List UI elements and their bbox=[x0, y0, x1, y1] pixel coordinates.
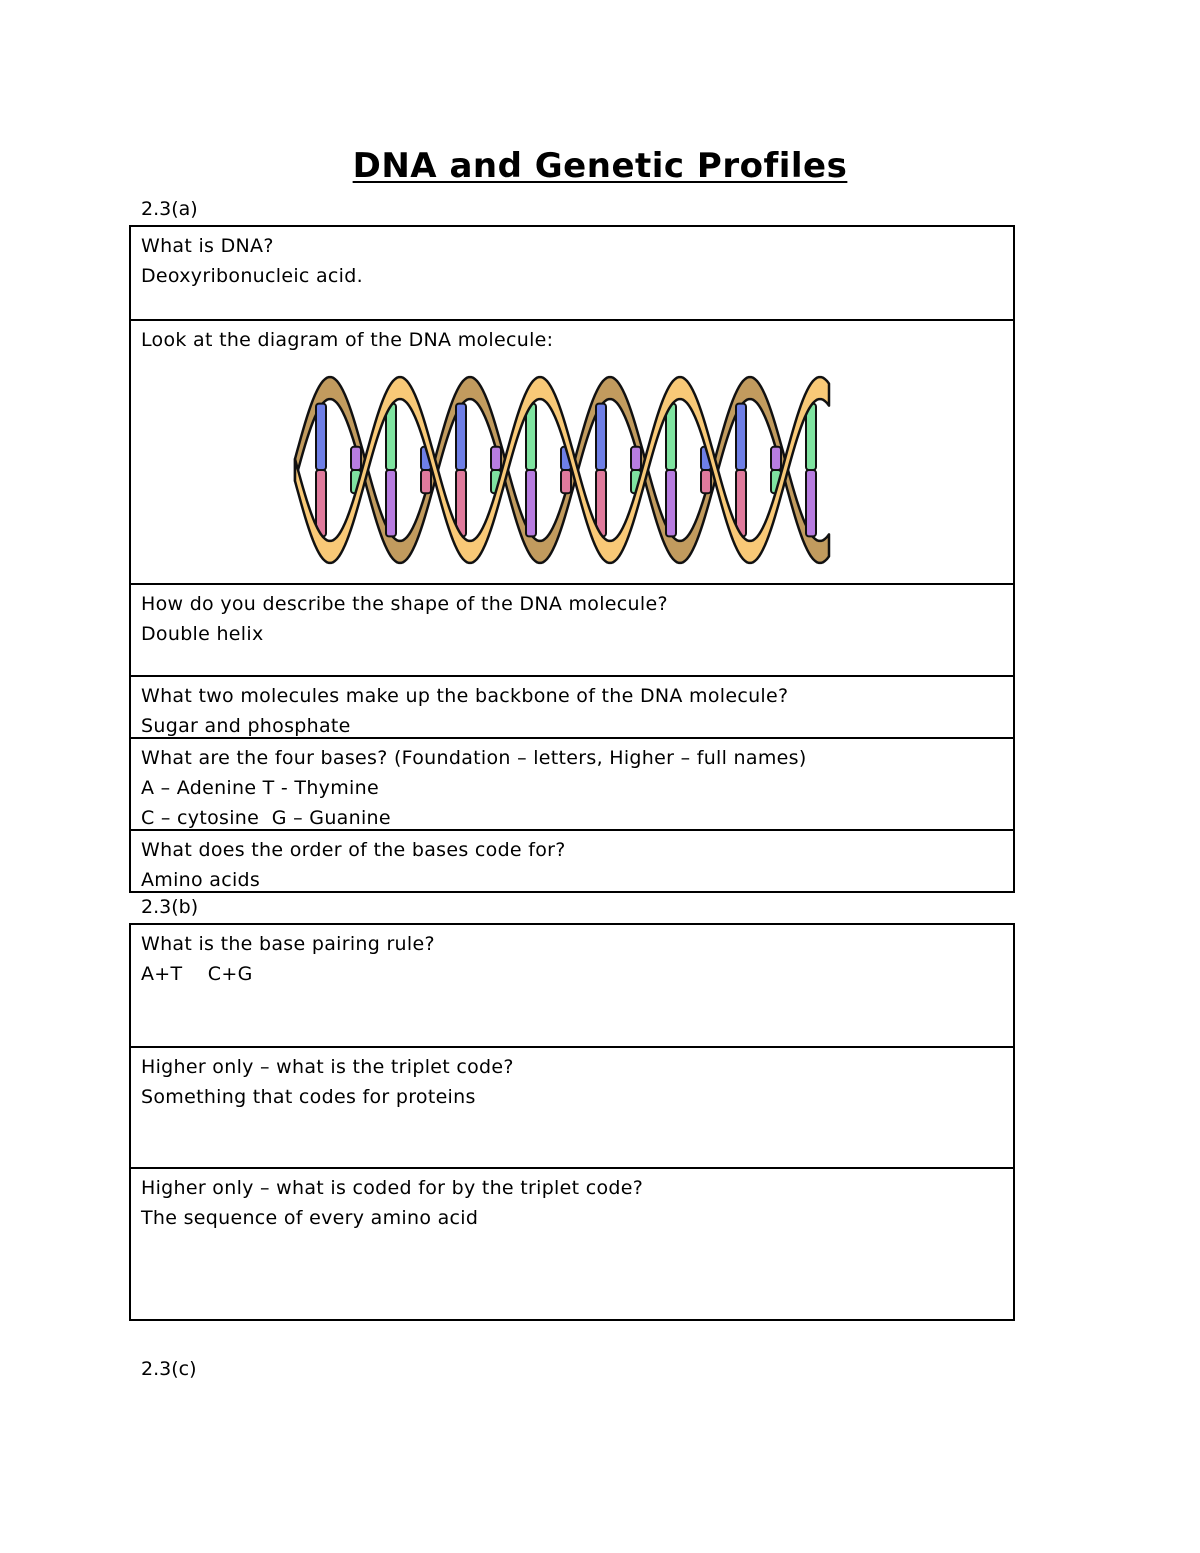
dna-double-helix-illustration bbox=[285, 359, 855, 581]
answer-text: Amino acids bbox=[141, 869, 261, 891]
question-base-order bbox=[131, 831, 1013, 891]
answer-text: A+T C+G bbox=[141, 963, 253, 985]
question-text: Look at the diagram of the DNA molecule: bbox=[141, 329, 554, 351]
page-title: DNA and Genetic Profiles bbox=[352, 146, 848, 186]
base-upper bbox=[631, 447, 641, 470]
section-label-2-3b: 2.3(b) bbox=[141, 896, 199, 918]
section-label-2-3a: 2.3(a) bbox=[141, 198, 198, 220]
base-upper bbox=[491, 447, 501, 470]
base-upper bbox=[596, 404, 606, 470]
part-b-table bbox=[129, 923, 1015, 1321]
question-four-bases bbox=[131, 739, 1013, 831]
base-lower bbox=[561, 470, 571, 493]
base-lower bbox=[701, 470, 711, 493]
question-text: What does the order of the bases code for? bbox=[141, 839, 566, 861]
answer-text: Deoxyribonucleic acid. bbox=[141, 265, 363, 287]
section-label-2-3c: 2.3(c) bbox=[141, 1358, 197, 1380]
base-upper bbox=[771, 447, 781, 470]
question-what-is-dna bbox=[131, 227, 1013, 321]
question-text: How do you describe the shape of the DNA molecule? bbox=[141, 593, 668, 615]
base-lower bbox=[421, 470, 431, 493]
question-text: What are the four bases? (Foundation – letters, Higher – full names) bbox=[141, 747, 807, 769]
answer-text: Double helix bbox=[141, 623, 264, 645]
base-lower bbox=[386, 470, 396, 536]
question-text: Higher only – what is the triplet code? bbox=[141, 1056, 514, 1078]
base-lower bbox=[666, 470, 676, 536]
answer-text: Sugar and phosphate bbox=[141, 715, 351, 737]
question-dna-shape bbox=[131, 585, 1013, 677]
question-base-pairing-rule bbox=[131, 925, 1013, 1048]
question-triplet-coded-for bbox=[131, 1169, 1013, 1319]
part-a-table bbox=[129, 225, 1015, 893]
question-text: Higher only – what is coded for by the triplet code? bbox=[141, 1177, 644, 1199]
answer-text: Something that codes for proteins bbox=[141, 1086, 476, 1108]
base-upper bbox=[736, 404, 746, 470]
base-upper bbox=[351, 447, 361, 470]
question-dna-backbone bbox=[131, 677, 1013, 739]
question-triplet-code bbox=[131, 1048, 1013, 1169]
question-text: What is DNA? bbox=[141, 235, 274, 257]
base-upper bbox=[316, 404, 326, 470]
dna-helix-svg bbox=[285, 359, 855, 581]
base-lower bbox=[526, 470, 536, 536]
base-lower bbox=[806, 470, 816, 536]
answer-text: A – Adenine T - Thymine bbox=[141, 777, 379, 799]
answer-text: The sequence of every amino acid bbox=[141, 1207, 479, 1229]
question-text: What two molecules make up the backbone of the DNA molecule? bbox=[141, 685, 789, 707]
base-upper bbox=[456, 404, 466, 470]
question-dna-diagram bbox=[131, 321, 1013, 585]
answer-text: C – cytosine G – Guanine bbox=[141, 807, 391, 829]
question-text: What is the base pairing rule? bbox=[141, 933, 435, 955]
